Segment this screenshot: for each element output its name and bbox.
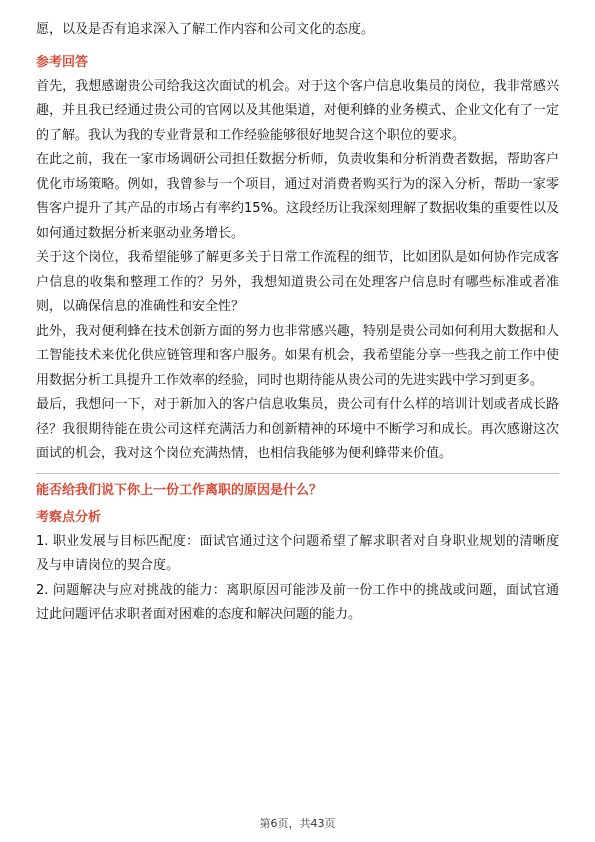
answer-paragraph-5: 最后，我想问一下，对于新加入的客户信息收集员，贵公司有什么样的培训计划或者成长路径？我很期待能在贵公司这样充满活力和创新精神的环境中不断学习和成长。再次感谢这次面试的机会，我对这个岗位充满热情，也相信我能够为便利蜂带来价值。: [36, 397, 559, 461]
section-divider: [36, 473, 559, 474]
reference-answer-heading: 参考回答: [36, 54, 89, 70]
intro-tail-paragraph: 愿，以及是否有追求深入了解工作内容和公司文化的态度。: [36, 22, 375, 37]
page-number-footer: 第6页，共43页: [259, 817, 336, 830]
answer-paragraph-4: 此外，我对便利蜂在技术创新方面的努力也非常感兴趣，特别是贵公司如何利用大数据和人工智能技术来优化供应链管理和客户服务。如果有机会，我希望能分享一些我之前工作中使用数据分析工具提升工作效率的经验，同时也期待能从贵公司的先进实践中学习到更多。: [36, 323, 559, 388]
question-title: 能否给我们说下你上一份工作离职的原因是什么？: [36, 482, 323, 498]
analysis-point-1: 1. 职业发展与目标匹配度：面试官通过这个问题希望了解求职者对自身职业规划的清晰度及与申请岗位的契合度。: [36, 533, 559, 573]
answer-paragraph-2: 在此之前，我在一家市场调研公司担任数据分析师，负责收集和分析消费者数据，帮助客户优化市场策略。例如，我曾参与一个项目，通过对消费者购买行为的深入分析，帮助一家零售客户提升了其产品的市场占有率约15%。这段经历让我深刻理解了数据收集的重要性以及如何通过数据分析来驱动业务增长。: [36, 152, 559, 241]
answer-paragraph-3: 关于这个岗位，我希望能够了解更多关于日常工作流程的细节，比如团队是如何协作完成客户信息的收集和整理工作的？另外，我想知道贵公司在处理客户信息时有哪些标准或者准则，以确保信息的准确性和安全性？: [36, 250, 559, 314]
analysis-point-2: 2. 问题解决与应对挑战的能力：离职原因可能涉及前一份工作中的挑战或问题，面试官通过此问题评估求职者面对困难的态度和解决问题的能力。: [36, 582, 559, 622]
analysis-heading: 考察点分析: [36, 509, 102, 525]
document-page: [36, 18, 559, 628]
answer-paragraph-1: 首先，我想感谢贵公司给我这次面试的机会。对于这个客户信息收集员的岗位，我非常感兴趣，并且我已经通过贵公司的官网以及其他渠道，对便利蜂的业务模式、企业文化有了一定的了解。我认为我的专业背景和工作经验能够很好地契合这个职位的要求。: [36, 78, 559, 143]
